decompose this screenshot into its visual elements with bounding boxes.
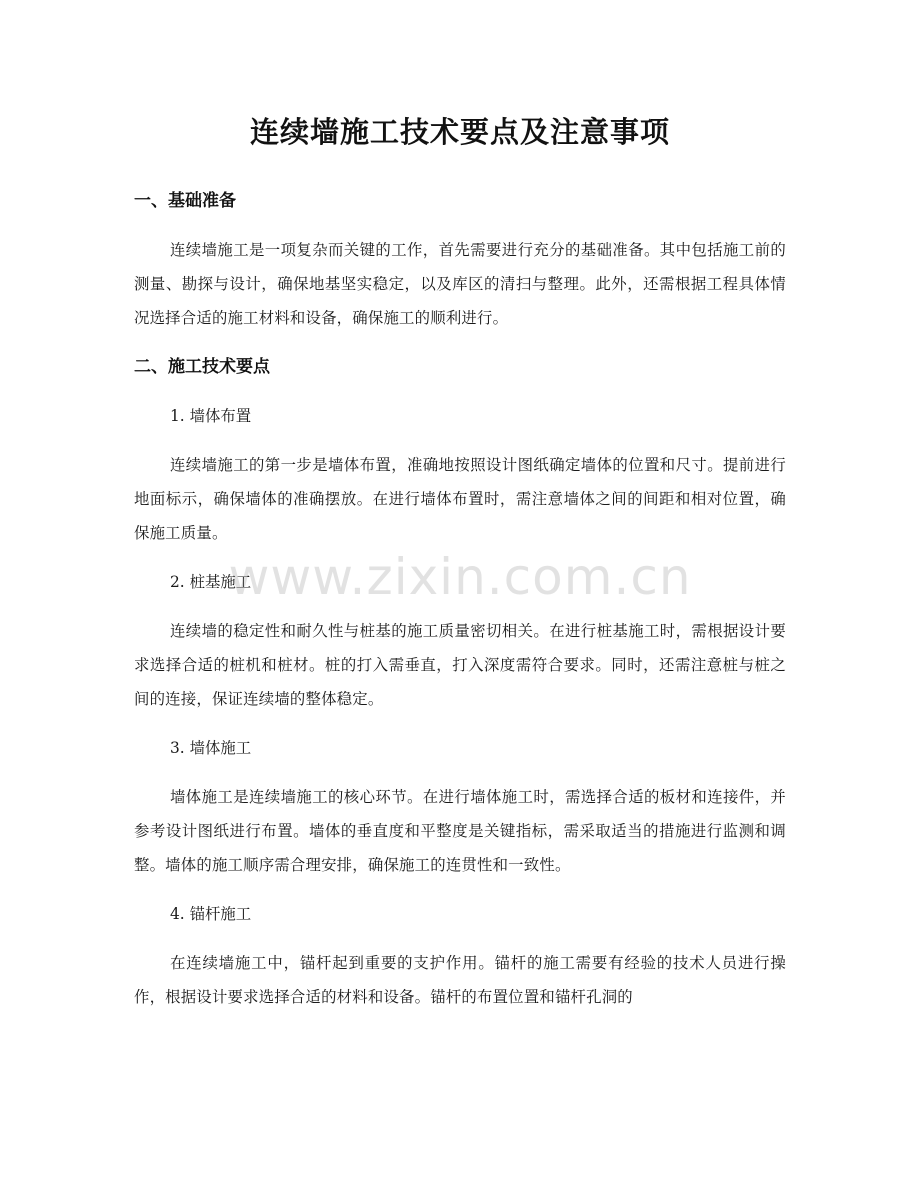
paragraph-foundation: 连续墙施工是一项复杂而关键的工作，首先需要进行充分的基础准备。其中包括施工前的测量、勘探与设计，确保地基坚实稳定，以及库区的清扫与整理。此外，还需根据工程具体情况选择合适的施工材料和设备，确保施工的顺利进行。 (134, 241, 786, 327)
subheading-wall-construction: 3. 墙体施工 (170, 739, 252, 757)
watermark: www.zixin.com.cn (228, 548, 692, 606)
subheading-pile-foundation: 2. 桩基施工 (170, 573, 252, 591)
document-body (134, 184, 786, 1029)
section-heading-technique: 二、施工技术要点 (134, 357, 270, 377)
subheading-wall-layout: 1. 墙体布置 (170, 407, 252, 425)
section-heading-foundation: 一、基础准备 (134, 191, 236, 211)
paragraph-wall-layout: 连续墙施工的第一步是墙体布置，准确地按照设计图纸确定墙体的位置和尺寸。提前进行地面标示，确保墙体的准确摆放。在进行墙体布置时，需注意墙体之间的间距和相对位置，确保施工质量。 (134, 456, 786, 542)
paragraph-pile-foundation: 连续墙的稳定性和耐久性与桩基的施工质量密切相关。在进行桩基施工时，需根据设计要求选择合适的桩机和桩材。桩的打入需垂直，打入深度需符合要求。同时，还需注意桩与桩之间的连接，保证连续墙的整体稳定。 (134, 622, 786, 708)
subheading-anchor-construction: 4. 锚杆施工 (170, 905, 252, 923)
paragraph-wall-construction: 墙体施工是连续墙施工的核心环节。在进行墙体施工时，需选择合适的板材和连接件，并参考设计图纸进行布置。墙体的垂直度和平整度是关键指标，需采取适当的措施进行监测和调整。墙体的施工顺序需合理安排，确保施工的连贯性和一致性。 (134, 788, 786, 874)
paragraph-anchor-construction: 在连续墙施工中，锚杆起到重要的支护作用。锚杆的施工需要有经验的技术人员进行操作，根据设计要求选择合适的材料和设备。锚杆的布置位置和锚杆孔洞的 (134, 954, 786, 1006)
document-title: 连续墙施工技术要点及注意事项 (249, 115, 670, 149)
